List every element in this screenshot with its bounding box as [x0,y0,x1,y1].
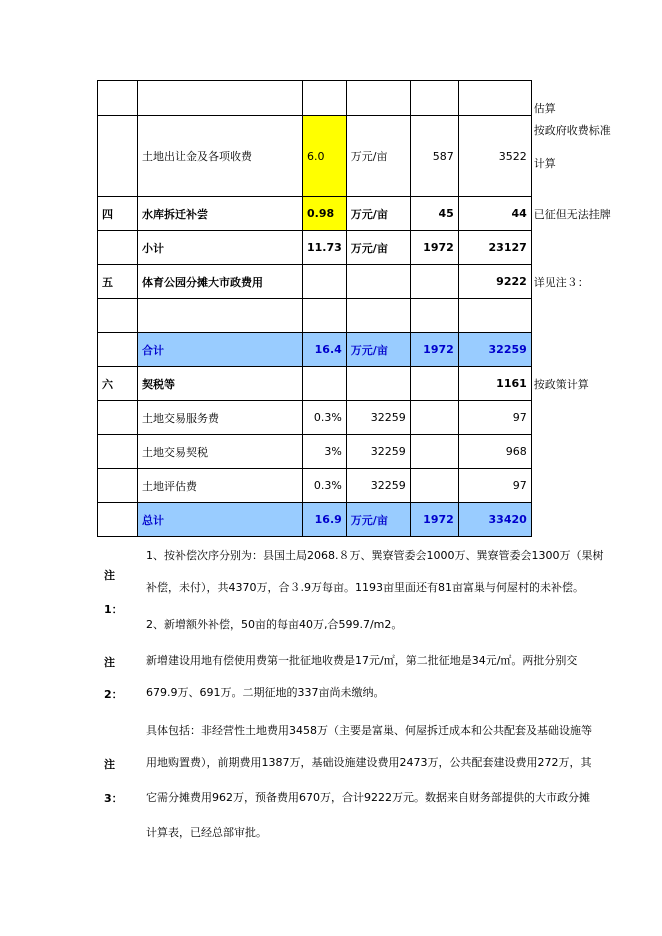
note1-line: 1、按补偿次序分别为：县国土局2068.８万、巽寮管委会1000万、巽寮管委会1300万（果树 [146,549,604,562]
index-cell [98,116,138,197]
unit-cell [346,265,410,299]
index-cell: 五 [98,265,138,299]
name-cell: 合计 [138,333,303,367]
table-row [98,81,622,116]
index-cell [98,231,138,265]
unit-cell: 万元/亩 [346,231,410,265]
index-cell: 四 [98,197,138,231]
qty-cell [410,367,458,401]
table-row [98,299,622,333]
name-cell [138,299,303,333]
note2-line: 新增建设用地有偿使用费第一批征地收费是17元/㎡，第二批征地是34元/㎡。两批分别交 [146,654,578,667]
value-cell: 0.98 [303,197,347,231]
table-row [98,435,622,469]
note-cell: 详见注３： [533,275,589,289]
table-row [98,401,622,435]
index-cell: 六 [98,367,138,401]
note-cell: 已征但无法挂牌 [533,207,611,221]
note3-line: 用地购置费），前期费用1387万，基础设施建设费用2473万，公共配套建设费用272万，其 [146,756,592,769]
note3-line: 计算表，已经总部审批。 [146,826,267,839]
cost-table [97,80,622,537]
name-cell: 土地交易契税 [138,435,303,469]
note-cell [531,469,621,503]
table-row [98,265,622,299]
qty-cell: 1972 [410,231,458,265]
note2-line: 679.9万、691万。二期征地的337亩尚未缴纳。 [146,686,385,699]
unit-cell: 万元/亩 [346,116,410,197]
index-cell [98,299,138,333]
value-cell [303,367,347,401]
unit-cell: 32259 [346,435,410,469]
note2-label: 注 [104,656,115,669]
note-cell [531,435,621,469]
unit-cell: 万元/亩 [346,503,410,537]
index-cell [98,435,138,469]
note-cell [531,116,621,197]
unit-cell [346,299,410,333]
unit-cell: 32259 [346,401,410,435]
qty-cell [410,299,458,333]
index-cell [98,81,138,116]
note-cell [531,299,621,333]
unit-cell [346,81,410,116]
note1-line: 补偿，未付），共4370万，合３.9万每亩。1193亩里面还有81亩富巢与何屋村的未补偿。 [146,581,584,594]
note1-label: 注 [104,569,115,582]
table-row [98,503,622,537]
unit-cell [346,367,410,401]
value-cell [303,299,347,333]
name-cell: 小计 [138,231,303,265]
note1-label-num: 1： [104,603,123,616]
note3-line: 具体包括：非经营性土地费用3458万（主要是富巢、何屋拆迁成本和公共配套及基础设施等 [146,724,592,737]
note-cell [531,503,621,537]
note-cell [531,401,621,435]
amount-cell [458,299,531,333]
amount-cell: 97 [458,401,531,435]
amount-cell: 97 [458,469,531,503]
name-cell: 土地出让金及各项收费 [138,116,303,197]
table-row [98,197,622,231]
unit-cell: 万元/亩 [346,333,410,367]
value-cell [303,81,347,116]
index-cell [98,333,138,367]
index-cell [98,503,138,537]
name-cell: 体育公园分摊大市政费用 [138,265,303,299]
note-line: 计算 [533,156,556,170]
name-cell: 土地交易服务费 [138,401,303,435]
note-cell: 按政策计算 [533,377,589,391]
note1-line: 2、新增额外补偿，50亩的每亩40万,合599.7/m2。 [146,618,403,631]
amount-cell: 1161 [458,367,531,401]
table-row [98,333,622,367]
qty-cell [410,469,458,503]
value-cell: 0.3% [303,469,347,503]
note3-label-num: 3： [104,792,123,805]
value-cell: 6.0 [303,116,347,197]
index-cell [98,401,138,435]
name-cell [138,81,303,116]
table-row [98,367,622,401]
note-cell: 估算 [533,101,556,115]
amount-cell: 23127 [458,231,531,265]
value-cell [303,265,347,299]
amount-cell: 32259 [458,333,531,367]
note-cell [531,333,621,367]
unit-cell: 32259 [346,469,410,503]
qty-cell [410,435,458,469]
table-row [98,116,622,197]
note3-line: 它需分摊费用962万，预备费用670万，合计9222万元。数据来自财务部提供的大市政分摊 [146,791,590,804]
note3-label: 注 [104,758,115,771]
index-cell [98,469,138,503]
value-cell: 0.3% [303,401,347,435]
value-cell: 11.73 [303,231,347,265]
qty-cell: 1972 [410,503,458,537]
table-row [98,469,622,503]
qty-cell [410,265,458,299]
note2-label-num: 2： [104,688,123,701]
name-cell: 契税等 [138,367,303,401]
note-cell [531,231,621,265]
qty-cell [410,401,458,435]
qty-cell: 1972 [410,333,458,367]
qty-cell: 587 [410,116,458,197]
value-cell: 16.9 [303,503,347,537]
unit-cell: 万元/亩 [346,197,410,231]
qty-cell: 45 [410,197,458,231]
name-cell: 水库拆迁补尝 [138,197,303,231]
name-cell: 土地评估费 [138,469,303,503]
amount-cell [458,81,531,116]
qty-cell [410,81,458,116]
value-cell: 16.4 [303,333,347,367]
table-row [98,231,622,265]
amount-cell: 3522 [458,116,531,197]
amount-cell: 968 [458,435,531,469]
name-cell: 总计 [138,503,303,537]
value-cell: 3% [303,435,347,469]
note-line: 按政府收费标准 [533,123,611,137]
amount-cell: 9222 [458,265,531,299]
amount-cell: 44 [458,197,531,231]
amount-cell: 33420 [458,503,531,537]
